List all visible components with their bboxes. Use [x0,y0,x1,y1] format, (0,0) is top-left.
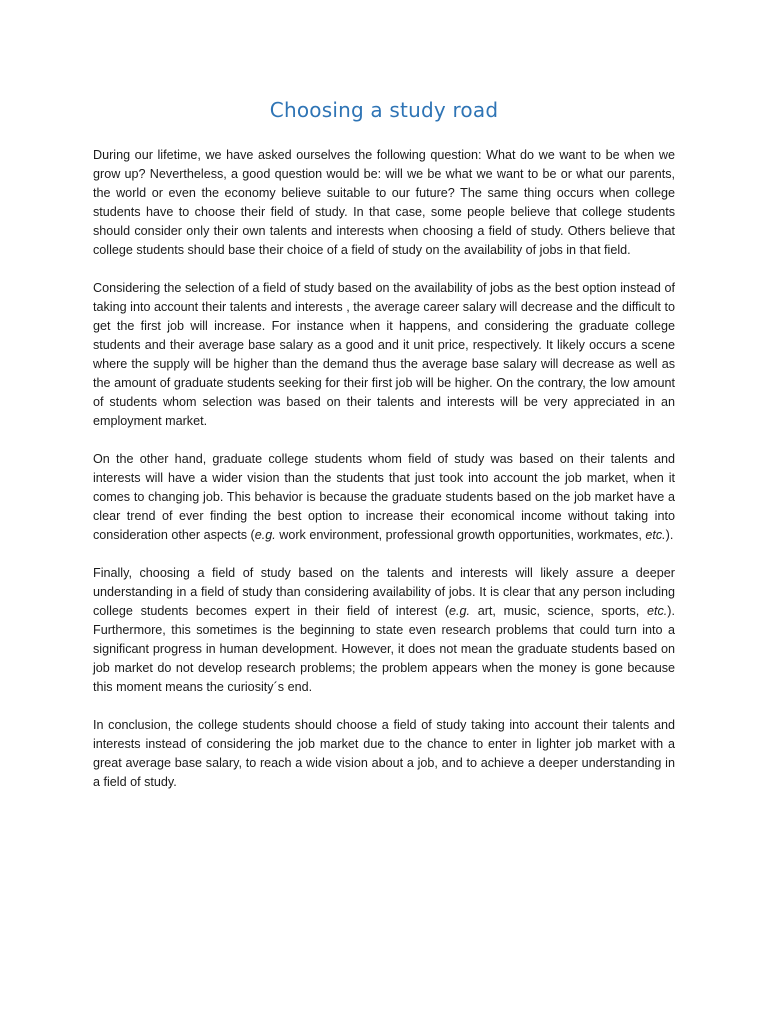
paragraph-3-text-1: On the other hand, graduate college students whom field of study was based on their talents and interests will have a wider vision than the students that just took into account the job market, when it comes to changing job. This behavior is because the graduate students based on the job market have a clear trend of ever finding the best option to increase their economical income without taking into consideration other aspects ( [93,452,675,542]
document-body [93,146,675,811]
document-title: Choosing a study road [269,98,499,122]
paragraph-4-example-abbrev: e.g. [449,604,471,618]
paragraph-3-text-3: ). [665,528,674,542]
paragraph-4 [93,564,675,697]
paragraph-4-text-1: Finally, choosing a field of study based on the talents and interests will likely assure a deeper understanding in a field of study than considering availability of jobs. It is clear that any person including college students becomes expert in their field of interest ( [93,566,675,618]
paragraph-3-text-2: work environment, professional growth opportunities, workmates, [275,528,646,542]
paragraph-1: During our lifetime, we have asked ourselves the following question: What do we want to be when we grow up? Nevertheless, a good question would be: will we be what we want to be or what our parents, the world or even the economy believe suitable to our future? The same thing occurs when college students have to choose their field of study. In that case, some people believe that college students should consider only their own talents and interests when choosing a field of study. Others believe that college students should base their choice of a field of study on the availability of jobs in that field. [93,148,675,257]
paragraph-4-etc-abbrev: etc. [646,604,668,618]
paragraph-3 [93,450,675,545]
paragraph-5: In conclusion, the college students should choose a field of study taking into account their talents and interests instead of considering the job market due to the chance to enter in lighter job market with a great average base salary, to reach a wide vision about a job, and to achieve a deeper understanding in a field of study. [93,718,675,789]
paragraph-4-text-2: art, music, science, sports, [470,604,647,618]
paragraph-3-etc-abbrev: etc. [645,528,666,542]
paragraph-4-text-3: ). Furthermore, this sometimes is the beginning to state even research problems that could turn into a significant progress in human development. However, it does not mean the graduate students based on job market do not develop research problems; the problem appears when the money is gone because this moment means the curiosity´s end. [93,604,675,694]
paragraph-2: Considering the selection of a field of study based on the availability of jobs as the best option instead of taking into account their talents and interests , the average career salary will decrease and the difficult to get the first job will increase. For instance when it happens, and considering the graduate college students and their average base salary as a good and it unit price, respectively. It likely occurs a scene where the supply will be higher than the demand thus the average base salary will decrease as well as the amount of graduate students seeking for their first job will be higher. On the contrary, the low amount of students whom selection was based on their talents and interests will be very appreciated in an employment market. [93,281,675,428]
paragraph-3-example-abbrev: e.g. [254,528,276,542]
